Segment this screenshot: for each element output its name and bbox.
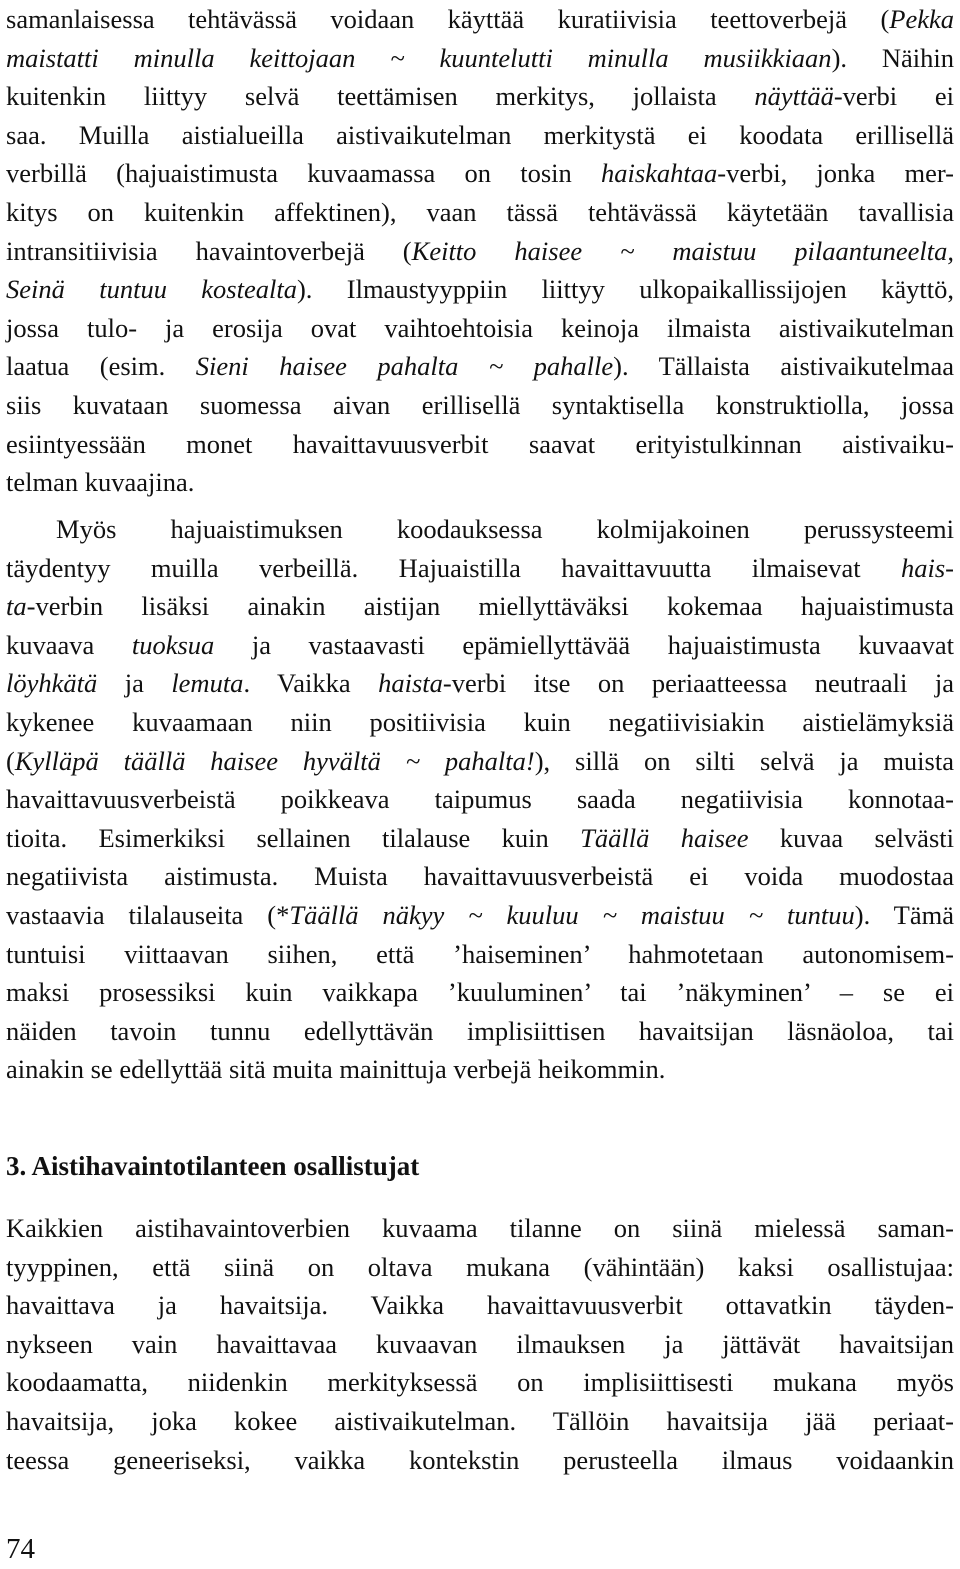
text-line xyxy=(6,232,954,270)
text-span: ja vastaavasti epämiellyttävää hajuaistimusta kuvaavat xyxy=(214,629,954,660)
text-span: . Vaikka xyxy=(243,668,379,699)
text-line xyxy=(6,1325,954,1363)
text-span: laatua (esim. xyxy=(6,351,196,382)
text-line xyxy=(6,1012,954,1050)
text-span: kuvaava xyxy=(6,629,132,660)
text-line xyxy=(6,549,954,587)
text-line xyxy=(6,703,954,741)
text-span: koodaamatta, niidenkin merkityksessä on implisiittisesti mukana myös xyxy=(6,1367,954,1398)
text-span: havaittavuusverbeistä poikkeava taipumus saada negatiivisia konnotaa- xyxy=(6,784,954,815)
text-span: ). Näihin xyxy=(831,42,954,73)
text-span: vastaavia tilalauseita (* xyxy=(6,900,290,930)
text-span: -verbin lisäksi ainakin aistijan miellyttäväksi kokemaa hajuaistimusta xyxy=(26,591,954,622)
text-span: intransitiivisia havaintoverbejä ( xyxy=(6,235,412,266)
text-span: negatiivista aistimusta. Muista havaittavuusverbeistä ei voida muodostaa xyxy=(6,861,954,892)
text-line xyxy=(56,510,954,548)
text-line xyxy=(6,857,954,895)
text-line xyxy=(6,154,954,192)
text-line xyxy=(6,1363,954,1401)
text-span: havaitsija, joka kokee aistivaikutelman. Tällöin havaitsija jää periaat- xyxy=(6,1406,954,1436)
text-span: Kaikkien aistihavaintoverbien kuvaama tilanne on siinä mielessä saman- xyxy=(6,1213,954,1243)
text-line xyxy=(6,347,954,385)
italic-text: löyhkätä xyxy=(6,668,98,699)
document-page xyxy=(6,0,954,1569)
italic-text: maistatti minulla keittojaan ~ kuuntelutti minulla musiikkiaan xyxy=(6,42,832,73)
italic-text: Keitto haisee ~ maistuu pilaantuneelta, xyxy=(411,235,955,266)
text-span: samanlaisessa tehtävässä voidaan käyttää kuratiivisia teettoverbejä ( xyxy=(6,4,890,34)
text-span: saa. Muilla aistialueilla aistivaikutelman merkitystä ei koodata erillisellä xyxy=(6,119,954,150)
text-span: Myös hajuaistimuksen koodauksessa kolmijakoinen perussysteemi xyxy=(56,514,954,544)
text-span: kykenee kuvaamaan niin positiivisia kuin negatiivisiakin aistielämyksiä xyxy=(6,707,954,737)
text-span: havaittava ja havaitsija. Vaikka havaittavuusverbit ottavatkin täyden- xyxy=(6,1290,954,1321)
italic-text: lemuta xyxy=(171,668,244,699)
text-span: ). Ilmaustyyppiin liittyy ulkopaikallissijojen käyttö, xyxy=(296,274,954,305)
italic-text: hais- xyxy=(901,552,954,583)
italic-text: Sieni haisee pahalta ~ pahalle xyxy=(195,351,614,382)
text-span: ja xyxy=(97,668,172,699)
text-line xyxy=(6,1441,954,1479)
text-line xyxy=(6,39,954,77)
text-span: esiintyessään monet havaittavuusverbit saavat erityistulkinnan aistivaiku- xyxy=(6,428,954,459)
text-line xyxy=(6,742,954,780)
text-line xyxy=(6,1050,954,1088)
italic-text: näyttää xyxy=(754,81,834,112)
text-span: kitys on kuitenkin affektinen), vaan tässä tehtävässä käytetään tavallisia xyxy=(6,197,954,227)
text-line xyxy=(6,425,954,463)
italic-text: tuoksua xyxy=(131,629,215,660)
text-span: ), sillä on silti selvä ja muista xyxy=(534,745,954,776)
text-span: jossa tulo- ja erosija ovat vaihtoehtoisia keinoja ilmaista aistivaikutelman xyxy=(6,312,954,343)
text-line xyxy=(6,1286,954,1324)
text-span: tioita. Esimerkiksi sellainen tilalause kuin xyxy=(6,822,581,853)
text-span: verbillä (hajuaistimusta kuvaamassa on tosin xyxy=(6,158,601,189)
italic-text: Pekka xyxy=(889,4,954,34)
text-line xyxy=(6,386,954,424)
text-line xyxy=(6,270,954,308)
text-line xyxy=(6,0,954,38)
text-span: tyyppinen, että siinä on oltava mukana (vähintään) kaksi osallistujaa: xyxy=(6,1251,954,1282)
text-line xyxy=(6,780,954,818)
text-span: ). Tämä xyxy=(854,900,954,930)
italic-text: haista xyxy=(378,668,443,699)
text-line xyxy=(6,116,954,154)
page-number: 74 xyxy=(6,1533,35,1565)
italic-text: Täällä näkyy ~ kuuluu ~ maistuu ~ tuntuu xyxy=(289,900,855,930)
text-line xyxy=(6,819,954,857)
text-span: täydentyy muilla verbeillä. Hajuaistilla havaittavuutta ilmaisevat xyxy=(6,552,901,583)
section-heading: 3. Aistihavaintotilanteen osallistujat xyxy=(6,1151,420,1181)
text-line xyxy=(6,664,954,702)
text-line xyxy=(6,1209,954,1247)
text-span: teessa geneeriseksi, vaikka kontekstin perusteella ilmaus voidaankin xyxy=(6,1444,954,1475)
text-line xyxy=(6,935,954,973)
text-span: kuitenkin liittyy selvä teettämisen merkitys, jollaista xyxy=(6,81,755,112)
text-span: siis kuvataan suomessa aivan erillisellä syntaktisella konstruktiolla, jossa xyxy=(6,390,954,420)
text-span: ). Tällaista aistivaikutelmaa xyxy=(613,351,954,382)
text-line xyxy=(6,1248,954,1286)
text-span: -verbi ei xyxy=(833,81,954,112)
text-line xyxy=(6,587,954,625)
text-line xyxy=(6,896,954,934)
text-span: nykseen vain havaittavaa kuvaavan ilmauksen ja jättävät havaitsijan xyxy=(6,1328,954,1359)
text-span: kuvaa selvästi xyxy=(748,822,954,853)
text-span: ( xyxy=(6,745,15,776)
text-span: -verbi, jonka mer- xyxy=(717,158,954,189)
text-span: telman kuvaajina. xyxy=(6,467,195,498)
text-line xyxy=(6,626,954,664)
text-line xyxy=(6,463,954,501)
italic-text: Seinä tuntuu kostealta xyxy=(6,274,297,305)
text-span: näiden tavoin tunnu edellyttävän implisiittisen havaitsijan läsnäoloa, tai xyxy=(6,1015,954,1046)
text-span: tuntuisi viittaavan siihen, että ’haiseminen’ hahmotetaan autonomisem- xyxy=(6,938,954,969)
italic-text: ta xyxy=(6,591,27,622)
text-span: -verbi itse on periaatteessa neutraali ja xyxy=(442,668,954,699)
text-line xyxy=(6,973,954,1011)
text-line xyxy=(6,193,954,231)
italic-text: Kylläpä täällä haisee hyvältä ~ pahalta! xyxy=(14,745,535,776)
text-line xyxy=(6,309,954,347)
italic-text: haiskahtaa xyxy=(600,158,718,189)
text-span: ainakin se edellyttää sitä muita mainittuja verbejä heikommin. xyxy=(6,1054,666,1085)
text-span: maksi prosessiksi kuin vaikkapa ’kuuluminen’ tai ’näkyminen’ – se ei xyxy=(6,977,954,1008)
text-line xyxy=(6,77,954,115)
italic-text: Täällä haisee xyxy=(580,822,749,853)
text-line xyxy=(6,1402,954,1440)
